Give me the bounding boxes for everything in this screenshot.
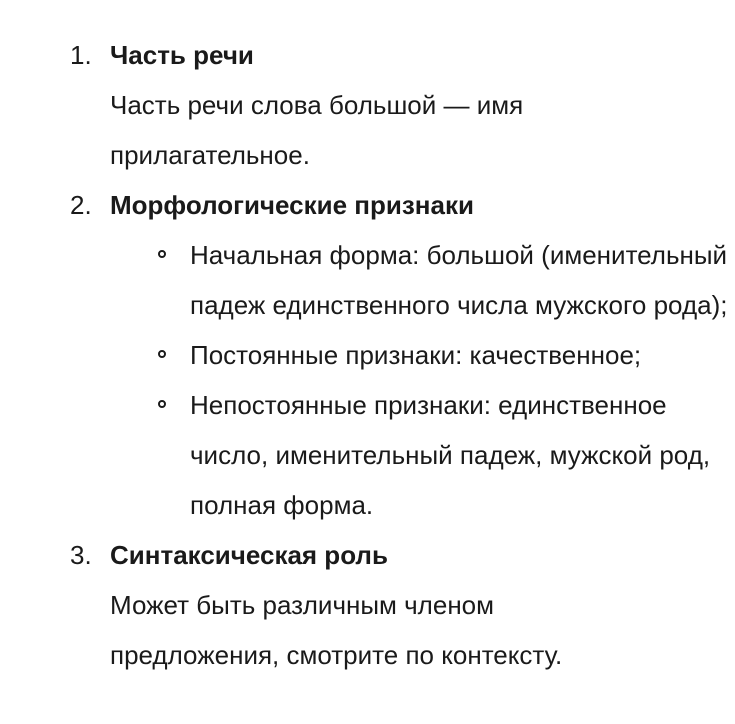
item-number: 1. [70,40,92,70]
circle-bullet-icon [158,350,166,358]
bullet-text: Постоянные признаки: качественное; [190,340,642,370]
list-item-syntax-role [0,530,710,680]
item-heading: Синтаксическая роль [110,540,388,570]
bullet-text: Непостоянные признаки: единственное число, именительный падеж, мужской род, полная форма. [190,390,711,520]
bullet-text: Начальная форма: большой (именительный падеж единственного числа мужского рода); [190,240,728,320]
item-number: 3. [70,540,92,570]
circle-bullet-icon [158,400,166,408]
bullet-item-initial-form [110,230,730,330]
morphology-bullet-list [0,230,735,530]
item-text: Часть речи слова большой — имя прилагательное. [110,90,524,170]
bullet-item-constant-features [110,330,730,380]
item-heading: Часть речи [110,40,254,70]
item-number: 2. [70,190,92,220]
item-text: Может быть различным членом предложения, смотрите по контексту. [110,590,563,670]
list-item-morphology [0,180,710,230]
bullet-item-variable-features [110,380,730,530]
item-heading: Морфологические признаки [110,190,474,220]
circle-bullet-icon [158,250,166,258]
list-item-part-of-speech [0,30,710,180]
